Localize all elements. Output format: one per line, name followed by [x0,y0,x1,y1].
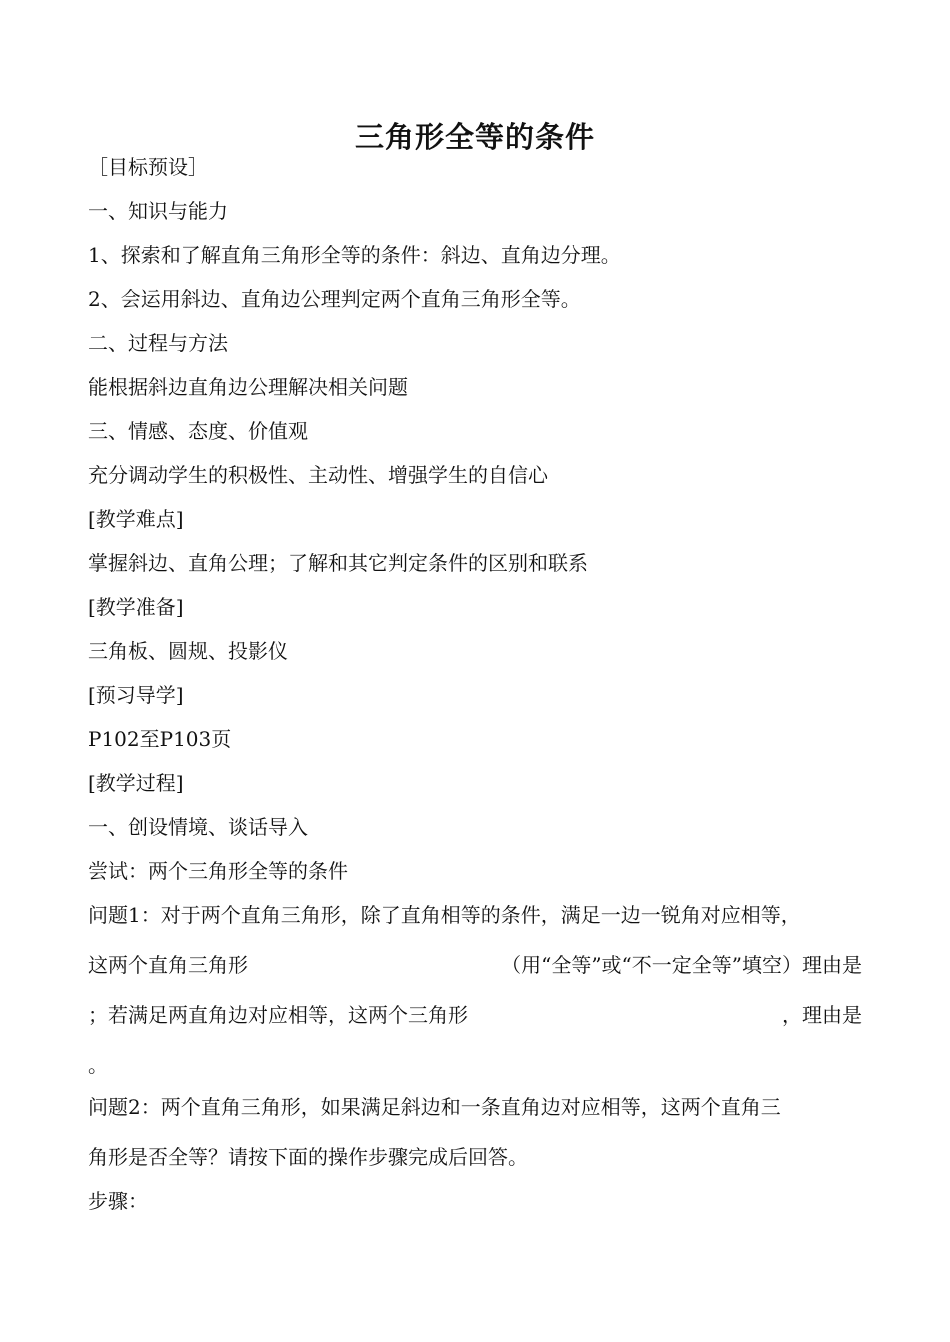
process-text: 能根据斜边直角边公理解决相关问题 [88,375,408,399]
preparation-text: 三角板、圆规、投影仪 [88,639,288,663]
question-1-line-2 [88,950,862,980]
steps-label: 步骤： [88,1189,148,1213]
section-heading-preparation: [教学准备] [88,595,184,619]
section-heading-preview: [预习导学] [88,683,184,707]
question-2-line-2: 角形是否全等？请按下面的操作步骤完成后回答。 [88,1145,528,1169]
difficulty-text: 掌握斜边、直角公理；了解和其它判定条件的区别和联系 [88,551,588,575]
preview-text: P102至P103页 [88,727,232,751]
subheading-emotion: 三、情感、态度、价值观 [88,419,308,443]
section-heading-process: [教学过程] [88,771,184,795]
question-1-line-3-part-2: ，理由是 [782,1003,862,1027]
section-heading-difficulty: [教学难点] [88,507,184,531]
question-1-line-2-part-2: （用“全等”或“不一定全等”填空）理由是 [501,953,862,977]
subheading-intro: 一、创设情境、谈话导入 [88,815,308,839]
question-1-line-1: 问题1：对于两个直角三角形，除了直角相等的条件，满足一边一锐角对应相等， [88,903,801,927]
page-title: 三角形全等的条件 [354,120,595,154]
subheading-knowledge: 一、知识与能力 [88,199,228,223]
subheading-process: 二、过程与方法 [88,331,228,355]
question-1-line-3 [88,1000,862,1030]
emotion-text: 充分调动学生的积极性、主动性、增强学生的自信心 [88,463,548,487]
objective-item-2: 2、会运用斜边、直角边公理判定两个直角三角形全等。 [88,287,581,311]
question-1-line-3-part-1: ；若满足两直角边对应相等，这两个三角形 [88,1003,468,1027]
question-2-line-1: 问题2：两个直角三角形，如果满足斜边和一条直角边对应相等，这两个直角三 [88,1095,781,1119]
question-1-line-2-part-1: 这两个直角三角形 [88,953,248,977]
attempt-text: 尝试：两个三角形全等的条件 [88,859,348,883]
section-heading-objectives: ［目标预设］ [88,155,208,179]
question-1-line-4: 。 [88,1053,108,1077]
objective-item-1: 1、探索和了解直角三角形全等的条件：斜边、直角边分理。 [88,243,621,267]
